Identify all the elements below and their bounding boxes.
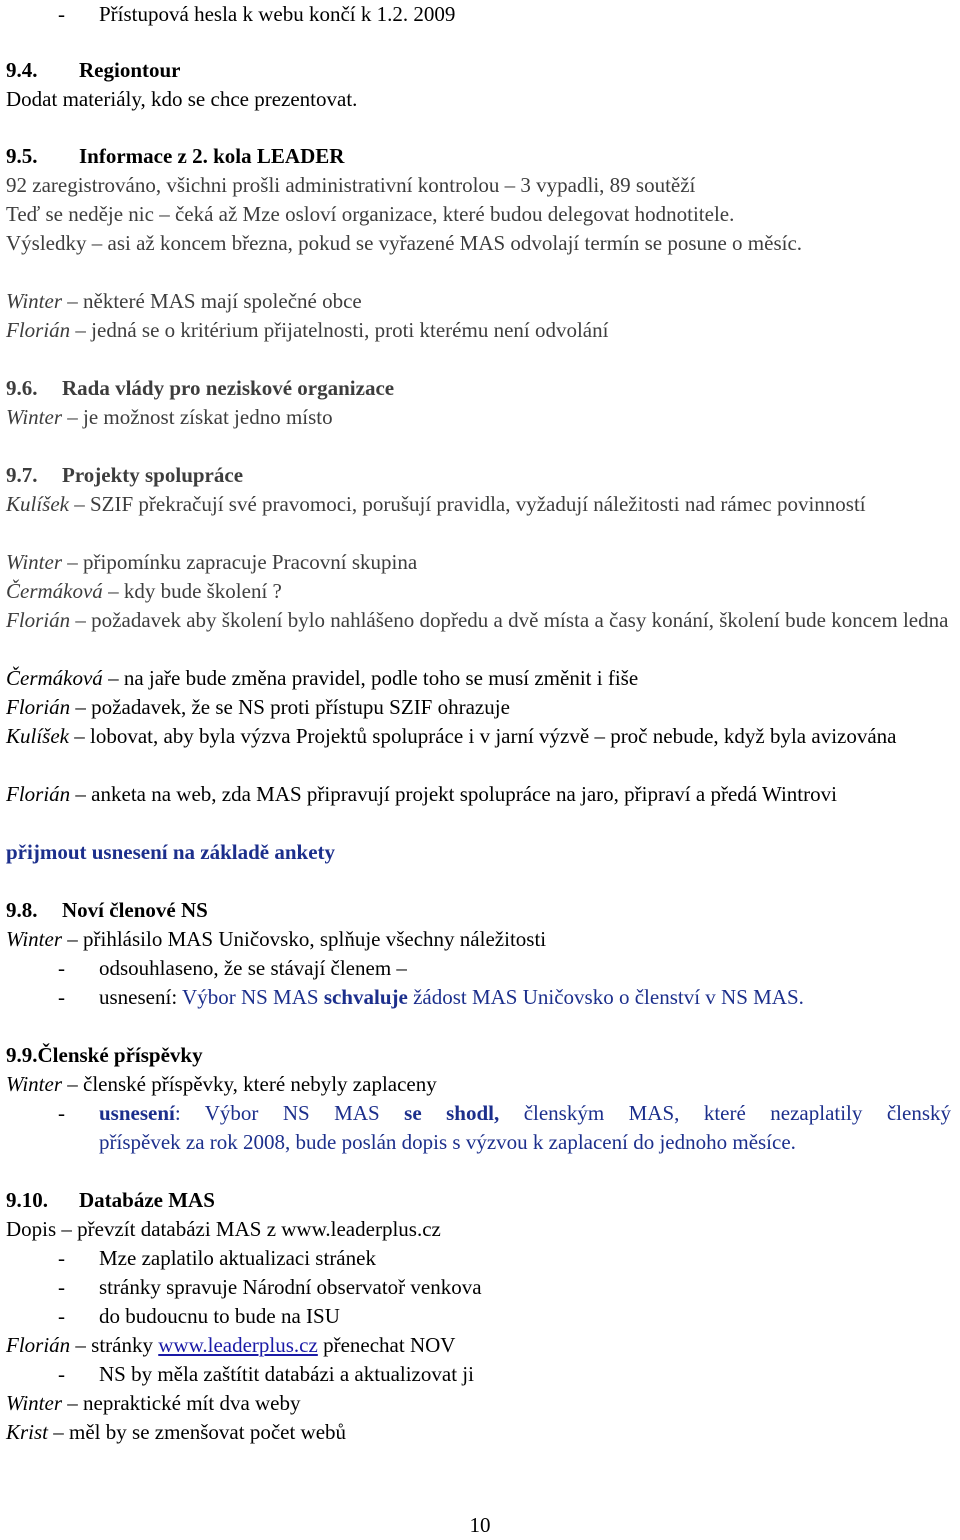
leaderplus-link[interactable]: www.leaderplus.cz	[158, 1333, 318, 1357]
text: členským MAS, které nezaplatily členský	[499, 1101, 951, 1125]
text: : Výbor NS MAS	[174, 1101, 405, 1125]
speaker-text: – kdy bude školení ?	[102, 579, 282, 603]
speaker-name: Florián	[6, 782, 71, 806]
speaker-text: – jedná se o kritérium přijatelnosti, proti kterému není odvolání	[70, 318, 609, 342]
bullet-line	[6, 983, 956, 1012]
section-heading-9-10	[6, 1186, 956, 1215]
speaker-line	[6, 403, 956, 432]
speaker-name: Čermáková	[6, 666, 103, 690]
paragraph: Výsledky – asi až koncem března, pokud se vyřazené MAS odvolají termín se posune o měsíc.	[6, 231, 803, 255]
speaker-line	[6, 548, 956, 577]
speaker-text: – nepraktické mít dva weby	[62, 1391, 301, 1415]
speaker-line	[6, 1070, 956, 1099]
bullet-text: stránky spravuje Národní observatoř venkova	[99, 1275, 482, 1299]
speaker-line	[6, 606, 956, 635]
section-number: 9.9.	[6, 1043, 38, 1067]
section-number: 9.4.	[6, 58, 38, 82]
speaker-text: – požadavek, že se NS proti přístupu SZIF ohrazuje	[70, 695, 510, 719]
bullet-text: odsouhlaseno, že se stávají členem –	[99, 956, 407, 980]
bullet-dash: -	[58, 1362, 65, 1386]
label: usnesení:	[99, 985, 183, 1009]
speaker-line	[6, 1389, 956, 1418]
bullet-line	[6, 1302, 956, 1331]
section-number: 9.5.	[6, 144, 38, 168]
speaker-line	[6, 722, 956, 751]
speaker-name: Winter	[6, 1072, 62, 1096]
bullet-text: do budoucnu to bude na ISU	[99, 1304, 340, 1328]
speaker-line	[6, 693, 956, 722]
paragraph: Teď se neděje nic – čeká až Mze osloví organizace, které budou delegovat hodnotitele.	[6, 202, 735, 226]
bullet-dash: -	[58, 1275, 65, 1299]
bullet-line	[6, 0, 956, 29]
section-number: 9.8.	[6, 898, 38, 922]
emphasis: schvaluje	[323, 985, 408, 1009]
speaker-text: přenechat NOV	[317, 1333, 456, 1357]
section-heading-9-9	[6, 1041, 956, 1070]
text: žádost MAS Uničovsko o členství v NS MAS.	[407, 985, 804, 1009]
section-heading-9-7	[6, 461, 956, 490]
section-heading-9-4	[6, 56, 956, 85]
label: usnesení	[99, 1101, 175, 1125]
bullet-text: NS by měla zaštítit databázi a aktualizovat ji	[99, 1362, 474, 1386]
bullet-dash: -	[58, 1246, 65, 1270]
bullet-line	[6, 1244, 956, 1273]
paragraph: Dopis – převzít databázi MAS z www.leaderplus.cz	[6, 1217, 441, 1241]
bullet-line	[6, 1099, 956, 1128]
section-number: 9.7.	[6, 463, 38, 487]
paragraph: Dodat materiály, kdo se chce prezentovat.	[6, 87, 358, 111]
speaker-text: – anketa na web, zda MAS připravují projekt spolupráce na jaro, připraví a předá Wintrovi	[70, 782, 837, 806]
speaker-text: – některé MAS mají společné obce	[62, 289, 362, 313]
bullet-line	[6, 1360, 956, 1389]
paragraph: 92 zaregistrováno, všichni prošli administrativní kontrolou – 3 vypadli, 89 soutěží	[6, 173, 696, 197]
speaker-name: Winter	[6, 1391, 62, 1415]
bullet-text: Mze zaplatilo aktualizaci stránek	[99, 1246, 376, 1270]
speaker-name: Florián	[6, 695, 71, 719]
section-title: Projekty spolupráce	[62, 463, 244, 487]
speaker-line	[6, 287, 956, 316]
section-title: Rada vlády pro neziskové organizace	[62, 376, 395, 400]
speaker-name: Winter	[6, 405, 62, 429]
section-title: Členské příspěvky	[37, 1043, 203, 1067]
speaker-name: Kulíšek	[6, 492, 69, 516]
text: Výbor NS MAS	[182, 985, 324, 1009]
speaker-line	[6, 316, 956, 345]
speaker-line	[6, 664, 956, 693]
speaker-name: Winter	[6, 550, 62, 574]
speaker-line	[6, 780, 956, 809]
speaker-line	[6, 1418, 956, 1447]
page-number: 10	[469, 1513, 491, 1537]
speaker-name: Kulíšek	[6, 724, 69, 748]
section-number: 9.10.	[6, 1188, 48, 1212]
bullet-text: Přístupová hesla k webu končí k 1.2. 2009	[99, 2, 456, 26]
bullet-dash: -	[58, 956, 65, 980]
section-title: Regiontour	[79, 58, 181, 82]
speaker-text: – přihlásilo MAS Uničovsko, splňuje všechny náležitosti	[62, 927, 547, 951]
speaker-name: Florián	[6, 318, 71, 342]
speaker-line	[6, 577, 956, 606]
speaker-name: Winter	[6, 289, 62, 313]
section-title: Noví členové NS	[62, 898, 208, 922]
resolution-text: přijmout usnesení na základě ankety	[6, 840, 336, 864]
bullet-dash: -	[58, 1304, 65, 1328]
bullet-line	[6, 954, 956, 983]
speaker-name: Čermáková	[6, 579, 103, 603]
bullet-text	[99, 1099, 951, 1128]
speaker-text: – SZIF překračují své pravomoci, porušují pravidla, vyžadují náležitosti nad rámec povinností	[69, 492, 866, 516]
speaker-line	[6, 1331, 956, 1360]
speaker-name: Krist	[6, 1420, 49, 1444]
speaker-text: – stránky	[70, 1333, 159, 1357]
bullet-text	[99, 983, 951, 1012]
speaker-text: – je možnost získat jedno místo	[62, 405, 333, 429]
speaker-line	[6, 925, 956, 954]
speaker-text: – lobovat, aby byla výzva Projektů spolupráce i v jarní výzvě – proč nebude, když byla avizována	[69, 724, 897, 748]
bullet-dash: -	[58, 985, 65, 1009]
section-heading-9-5	[6, 142, 956, 171]
section-heading-9-6	[6, 374, 956, 403]
bullet-continuation	[6, 1128, 956, 1157]
bullet-dash: -	[58, 2, 65, 26]
speaker-text: – na jaře bude změna pravidel, podle toho se musí změnit i fiše	[102, 666, 639, 690]
speaker-name: Florián	[6, 1333, 71, 1357]
speaker-name: Winter	[6, 927, 62, 951]
section-title: Informace z 2. kola LEADER	[79, 144, 345, 168]
speaker-text: – členské příspěvky, které nebyly zaplaceny	[62, 1072, 437, 1096]
bullet-line	[6, 1273, 956, 1302]
speaker-name: Florián	[6, 608, 71, 632]
section-title: Databáze MAS	[79, 1188, 215, 1212]
speaker-text: – požadavek aby školení bylo nahlášeno dopředu a dvě místa a časy konání, školení bude koncem ledna	[70, 608, 949, 632]
bullet-text: příspěvek za rok 2008, bude poslán dopis s výzvou k zaplacení do jednoho měsíce.	[99, 1130, 796, 1154]
speaker-text: – měl by se zmenšovat počet webů	[48, 1420, 347, 1444]
bullet-dash: -	[58, 1101, 65, 1125]
emphasis: se shodl,	[404, 1101, 500, 1125]
section-heading-9-8	[6, 896, 956, 925]
speaker-line	[6, 490, 956, 519]
speaker-text: – připomínku zapracuje Pracovní skupina	[62, 550, 418, 574]
section-number: 9.6.	[6, 376, 38, 400]
